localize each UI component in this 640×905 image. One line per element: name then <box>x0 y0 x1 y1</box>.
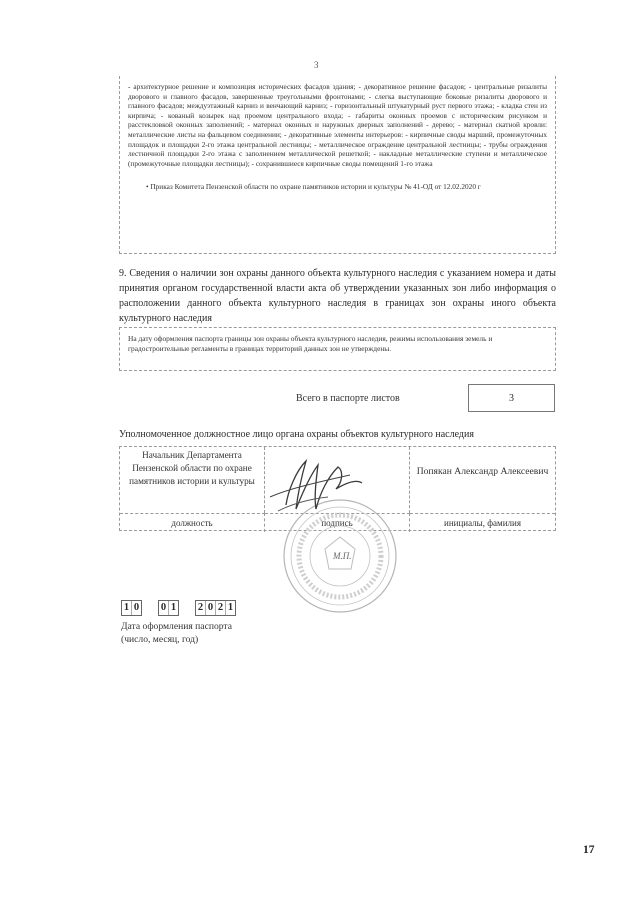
date-label-line2: (число, месяц, год) <box>121 634 199 645</box>
authorized-person-title: Уполномоченное должностное лицо органа охраны объектов культурного наследия <box>119 429 474 440</box>
stamp-mark: М.П. <box>333 551 352 561</box>
page-number: 17 <box>583 844 595 856</box>
total-sheets-value: 3 <box>468 384 555 412</box>
protection-subject-box <box>119 76 556 254</box>
position-caption: должность <box>120 513 265 532</box>
date-digit: 1 <box>170 602 177 613</box>
date-digit: 2 <box>196 601 206 615</box>
date-digit: 2 <box>216 601 226 615</box>
order-reference: • Приказ Комитета Пензенской области по охране памятников истории и культуры № 41-ОД от 12.02.2020 г <box>146 182 481 192</box>
date-digit: 0 <box>133 602 140 613</box>
passport-date <box>121 600 236 616</box>
date-digit: 1 <box>122 601 132 615</box>
official-position: Начальник Департамента Пензенской области по охране памятников истории и культуры <box>120 447 265 513</box>
protection-subject-text: - архитектурное решение и композиция исторических фасадов здания; - декоративное решение фасадов; - центральные ризалиты дворового и главного фасадов, завершенные треугольными фронтонами; - слегка выступающие боковые ризалиты дворового и главного фасадов; междуэтажный карниз и венчающий карниз; - горизонтальный штукатурный руст первого этажа; - кладка стен из кирпича; - кованый козырек над проемом центрального входа; - габариты оконных проемов с историческим рисунком и расстекловкой оконных заполнений; - материал оконных и наружных дверных заполнений - дерево; - материал скатной кровли: металлические листы на фальцевом соединении; - декоративные элементы интерьеров: - кирпичные своды марший, промежуточных площадок и площадки 2-го этажа центральной лестницы; - металлическое ограждение центральной лестницы; - трубы ограждения лестничной площадки 2-го этажа с заполнением металлической решеткой; - накладные металлические ступени и металлическое (промежуточные площадки лестницы); - сохранившиеся кирпичные своды помещений 1-го этажа <box>128 82 547 168</box>
top-page-number: 3 <box>314 60 319 70</box>
date-label <box>121 620 232 646</box>
protection-zones-box: На дату оформления паспорта границы зон охраны объекта культурного наследия, режимы использования земель и градостроительные регламенты в границах территорий данных зон не утверждены. <box>119 327 556 371</box>
handwritten-signature <box>258 453 368 515</box>
date-year <box>195 600 236 616</box>
total-sheets-label: Всего в паспорте листов <box>296 393 400 404</box>
date-digit: 1 <box>227 602 234 613</box>
signature-caption: подпись <box>265 513 410 532</box>
date-digit: 0 <box>159 601 169 615</box>
date-day <box>121 600 142 616</box>
date-digit: 0 <box>206 601 216 615</box>
official-name: Попякан Александр Алексеевич <box>416 466 549 477</box>
date-month <box>158 600 179 616</box>
name-caption: инициалы, фамилия <box>410 513 555 532</box>
section-9-heading: 9. Сведения о наличии зон охраны данного объекта культурного наследия с указанием номера и даты принятия органом государственной власти акта об утверждении указанных зон либо информация о расположении данного объекта культурного наследия в границах зон охраны иного объекта культурного наследия <box>119 268 556 324</box>
date-label-line1: Дата оформления паспорта <box>121 621 232 632</box>
